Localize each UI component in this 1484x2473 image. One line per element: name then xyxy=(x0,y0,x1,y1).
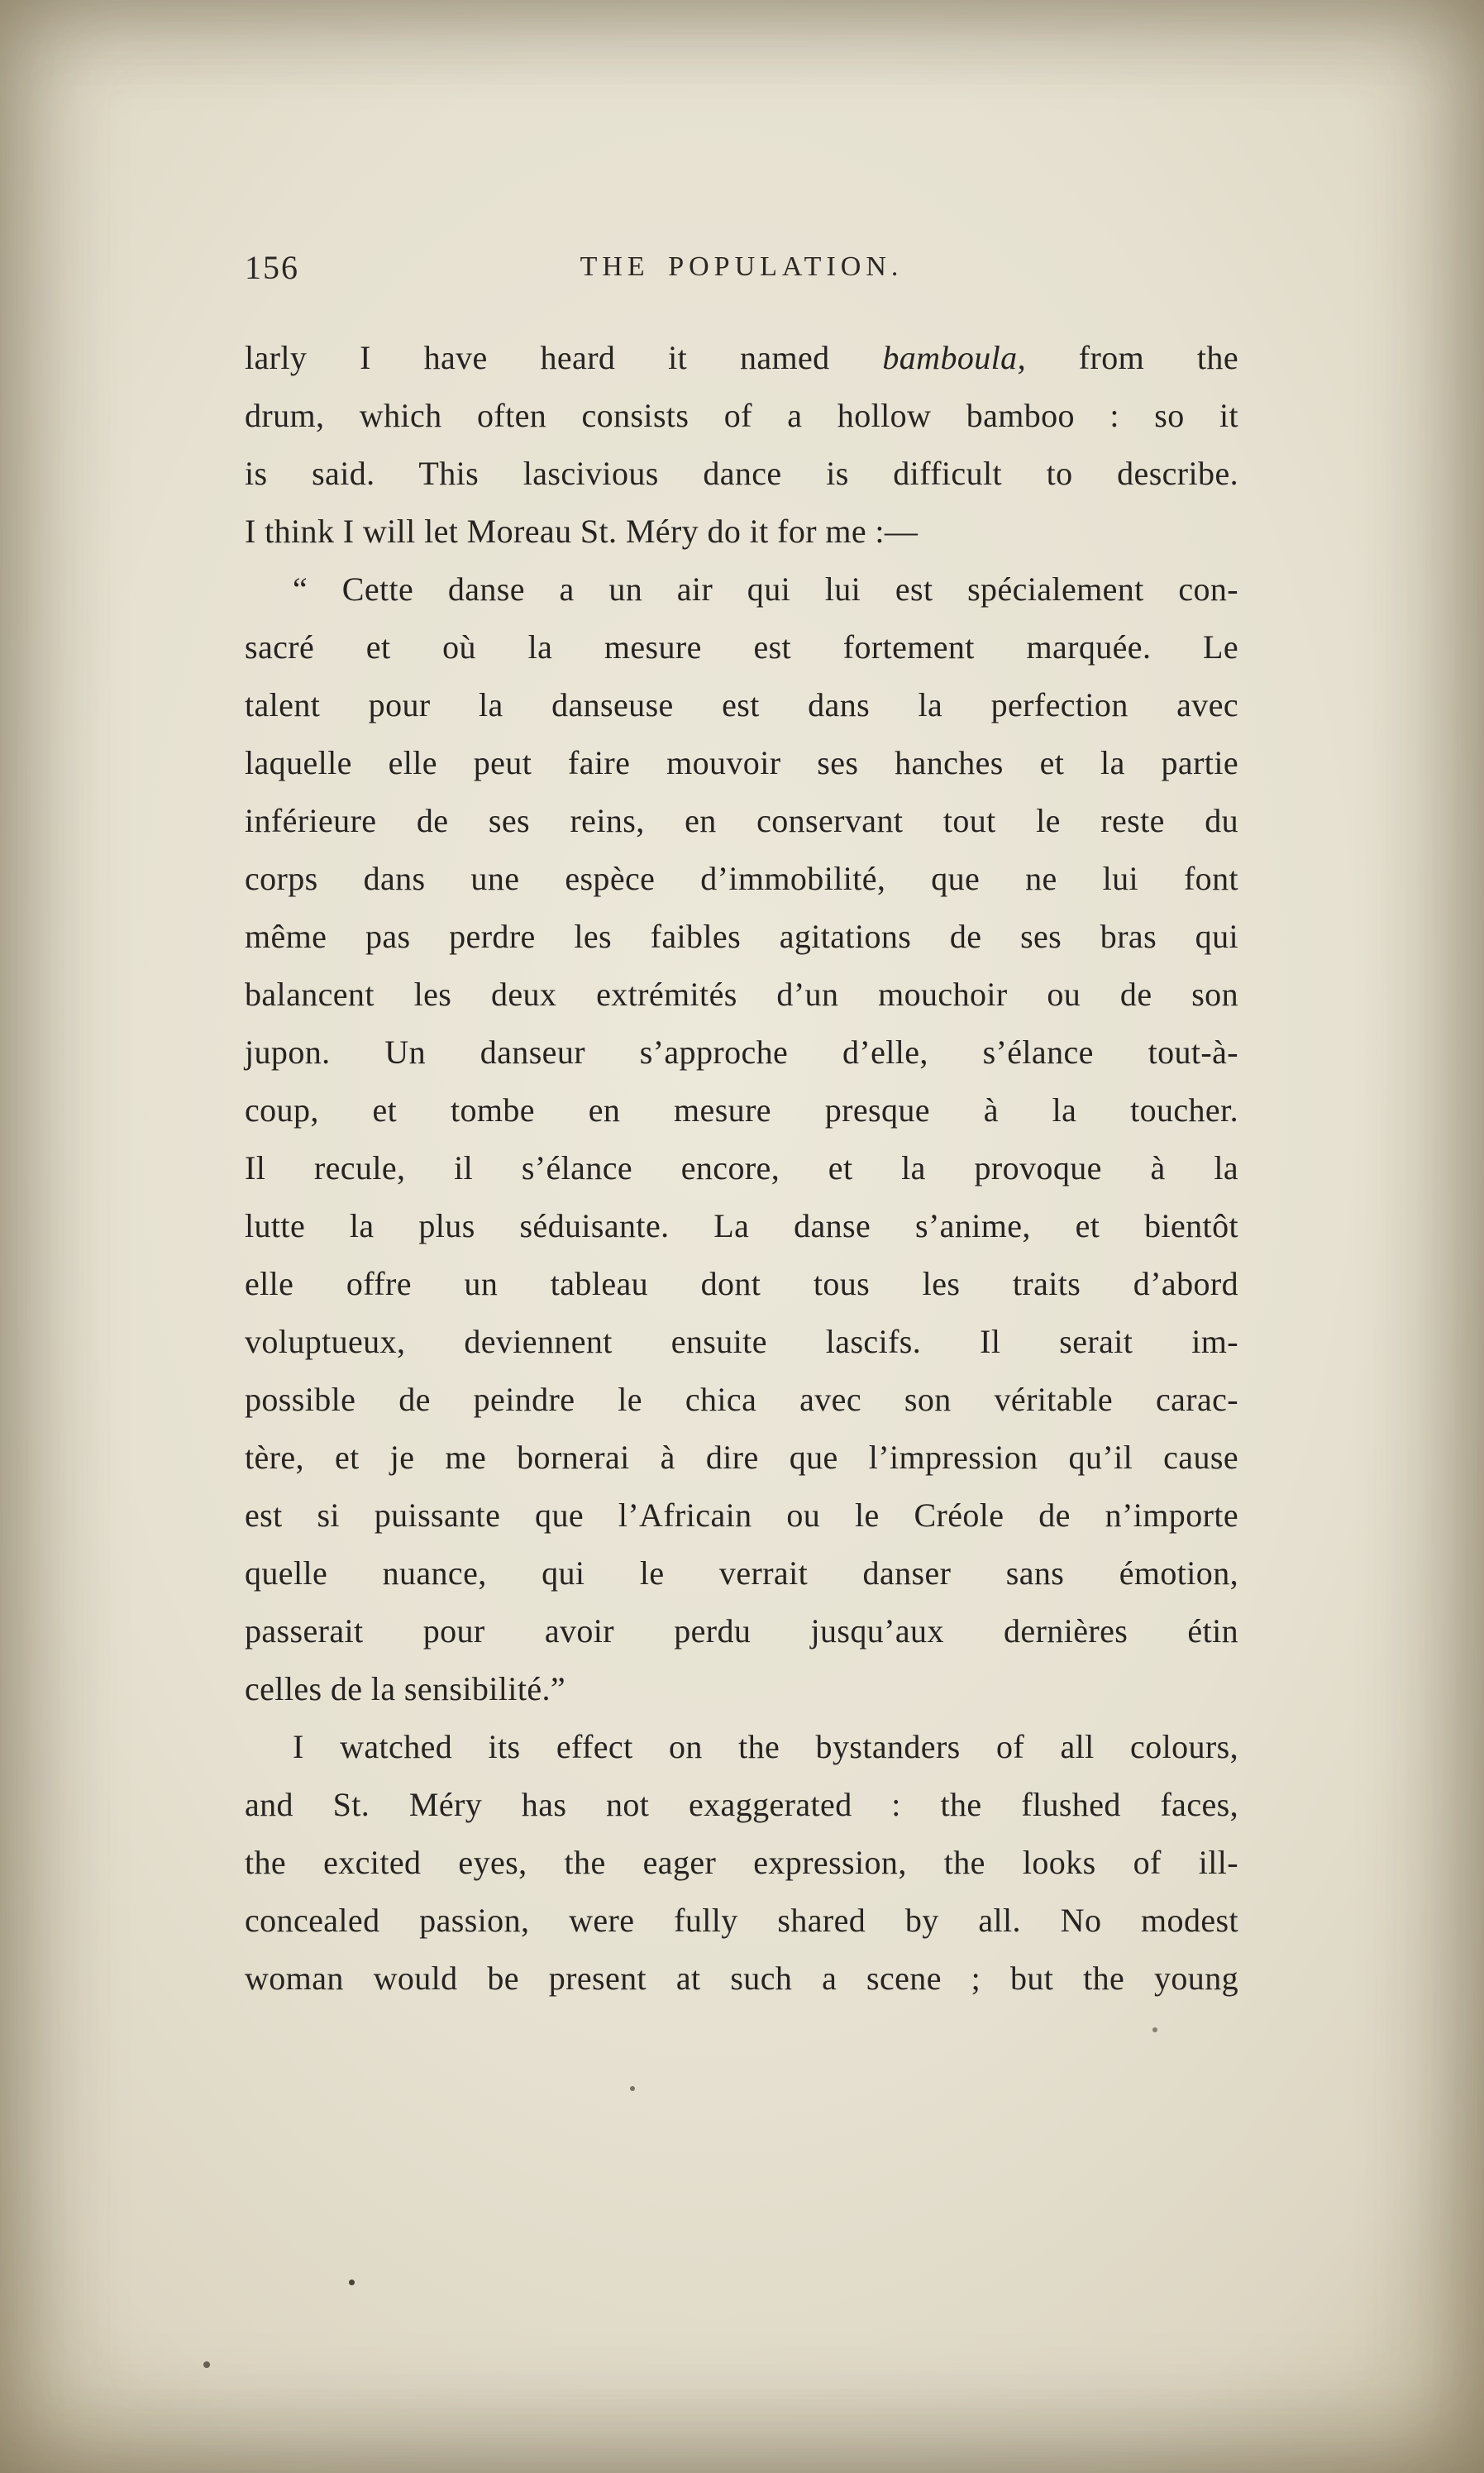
page-header xyxy=(245,248,1238,308)
text-segment: corps dans une espèce d’immobilité, que ne lui font xyxy=(245,860,1238,897)
text-segment: I think I will let Moreau St. Méry do it for me :— xyxy=(245,513,919,550)
text-line xyxy=(245,966,1238,1024)
text-segment: the excited eyes, the eager expression, the looks of ill- xyxy=(245,1844,1238,1881)
text-line xyxy=(245,734,1238,792)
text-segment: inférieure de ses reins, en conservant tout le reste du xyxy=(245,802,1238,839)
text-segment: is said. This lascivious dance is difficult to describe. xyxy=(245,455,1238,492)
page-content xyxy=(245,248,1238,2008)
text-line xyxy=(245,329,1238,387)
text-segment: tère, et je me bornerai à dire que l’impression qu’il cause xyxy=(245,1439,1238,1476)
text-line xyxy=(245,1660,1238,1718)
text-segment: jupon. Un danseur s’approche d’elle, s’élance tout-à- xyxy=(245,1034,1238,1071)
text-line xyxy=(245,1197,1238,1255)
text-segment: I watched its effect on the bystanders of all colours, xyxy=(293,1728,1238,1765)
text-block xyxy=(245,329,1238,2008)
text-line xyxy=(245,1718,1238,1776)
text-line xyxy=(245,561,1238,618)
text-line xyxy=(245,1544,1238,1602)
text-segment: elle offre un tableau dont tous les traits d’abord xyxy=(245,1265,1238,1302)
text-segment: talent pour la danseuse est dans la perfection avec xyxy=(245,686,1238,723)
text-line xyxy=(245,676,1238,734)
text-segment: voluptueux, deviennent ensuite lascifs. Il serait im- xyxy=(245,1323,1238,1360)
text-line xyxy=(245,1024,1238,1081)
text-segment: est si puissante que l’Africain ou le Créole de n’importe xyxy=(245,1497,1238,1534)
text-line xyxy=(245,445,1238,503)
text-segment: lutte la plus séduisante. La danse s’anime, et bientôt xyxy=(245,1207,1238,1244)
text-segment: coup, et tombe en mesure presque à la toucher. xyxy=(245,1091,1238,1129)
text-line xyxy=(245,1950,1238,2008)
text-line xyxy=(245,1081,1238,1139)
text-line xyxy=(245,792,1238,850)
text-segment: balancent les deux extrémités d’un mouchoir ou de son xyxy=(245,976,1238,1013)
text-line xyxy=(245,1776,1238,1834)
text-segment: larly I have heard it named xyxy=(245,339,883,376)
text-line xyxy=(245,1892,1238,1950)
text-segment: sacré et où la mesure est fortement marquée. Le xyxy=(245,628,1238,666)
text-line xyxy=(245,1487,1238,1544)
text-segment: woman would be present at such a scene ; but the young xyxy=(245,1960,1238,1997)
text-line xyxy=(245,618,1238,676)
text-segment: “ Cette danse a un air qui lui est spécialement con- xyxy=(293,571,1238,608)
text-segment: celles de la sensibilité.” xyxy=(245,1670,566,1707)
text-segment: drum, which often consists of a hollow bamboo : so it xyxy=(245,397,1238,434)
text-line xyxy=(245,1429,1238,1487)
scan-speck xyxy=(349,2280,355,2285)
text-segment: Il recule, il s’élance encore, et la provoque à la xyxy=(245,1149,1238,1186)
page-number: 156 xyxy=(245,249,299,286)
text-segment: possible de peindre le chica avec son véritable carac- xyxy=(245,1381,1238,1418)
text-line xyxy=(245,1139,1238,1197)
text-segment: laquelle elle peut faire mouvoir ses hanches et la partie xyxy=(245,744,1238,781)
text-line xyxy=(245,908,1238,966)
text-segment: passerait pour avoir perdu jusqu’aux dernières étin xyxy=(245,1612,1238,1649)
text-line xyxy=(245,1371,1238,1429)
text-segment: concealed passion, were fully shared by all. No modest xyxy=(245,1902,1238,1939)
text-segment: from the xyxy=(1025,339,1238,376)
text-segment: quelle nuance, qui le verrait danser sans émotion, xyxy=(245,1554,1238,1592)
scan-speck xyxy=(203,2361,210,2368)
running-title: THE POPULATION. xyxy=(580,251,904,282)
italic-text: bamboula, xyxy=(882,339,1026,376)
text-line xyxy=(245,1834,1238,1892)
text-line xyxy=(245,1313,1238,1371)
scan-speck xyxy=(1152,2027,1157,2032)
text-line xyxy=(245,387,1238,445)
scan-speck xyxy=(630,2086,635,2091)
text-line xyxy=(245,850,1238,908)
text-line xyxy=(245,1602,1238,1660)
text-line xyxy=(245,503,1238,561)
text-segment: and St. Méry has not exaggerated : the flushed faces, xyxy=(245,1786,1238,1823)
text-line xyxy=(245,1255,1238,1313)
text-segment: même pas perdre les faibles agitations de ses bras qui xyxy=(245,918,1238,955)
